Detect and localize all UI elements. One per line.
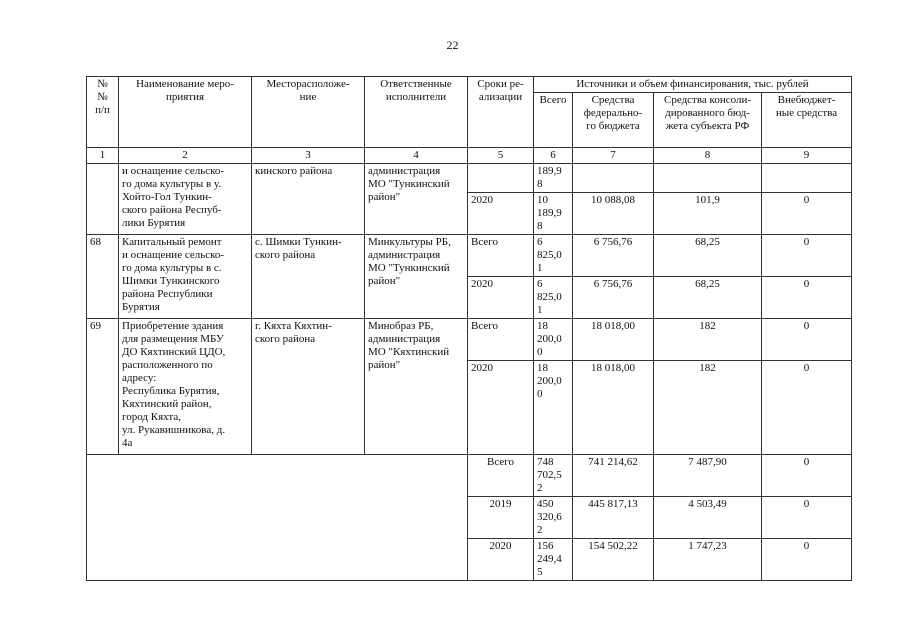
row-num: 68 [87, 235, 119, 319]
totals-federal: 154 502,22 [573, 539, 654, 581]
column-numbers-row [87, 148, 852, 164]
row-term: 2020 [468, 361, 534, 455]
row-executors: администрация МО "Тункинский район" [365, 164, 468, 235]
totals-extra: 0 [762, 455, 852, 497]
row-location: г. Кяхта Кяхтин- ского района [252, 319, 365, 455]
row-total: 189,9 8 [534, 164, 573, 193]
header-terms: Сроки ре- ализации [468, 77, 534, 148]
header-executors: Ответственные исполнители [365, 77, 468, 148]
totals-federal: 445 817,13 [573, 497, 654, 539]
financing-table [86, 76, 852, 581]
totals-term: 2020 [468, 539, 534, 581]
row-federal [573, 164, 654, 193]
col-number: 3 [252, 148, 365, 164]
col-number: 9 [762, 148, 852, 164]
totals-blank-cell [87, 455, 468, 581]
row-extra: 0 [762, 235, 852, 277]
col-number: 7 [573, 148, 654, 164]
header-num: № № п/п [87, 77, 119, 148]
totals-row [87, 455, 852, 497]
row-consolidated [654, 164, 762, 193]
table-row [87, 164, 852, 193]
row-extra: 0 [762, 361, 852, 455]
row-location: с. Шимки Тункин- ского района [252, 235, 365, 319]
totals-extra: 0 [762, 497, 852, 539]
row-federal: 6 756,76 [573, 277, 654, 319]
totals-consolidated: 7 487,90 [654, 455, 762, 497]
col-number: 8 [654, 148, 762, 164]
row-extra [762, 164, 852, 193]
header-total: Всего [534, 93, 573, 148]
row-consolidated: 68,25 [654, 235, 762, 277]
table-row [87, 319, 852, 361]
row-name: Приобретение здания для размещения МБУ ДО Кяхтинский ЦДО, расположенного по адресу: Республика Бурятия, Кяхтинский район, город Кяхта, ул. Рукавишникова, д. 4а [119, 319, 252, 455]
row-total: 18 200,0 0 [534, 361, 573, 455]
table-row [87, 235, 852, 277]
col-number: 5 [468, 148, 534, 164]
row-federal: 6 756,76 [573, 235, 654, 277]
totals-total: 156 249,4 5 [534, 539, 573, 581]
row-total: 10 189,9 8 [534, 193, 573, 235]
header-location: Месторасположе- ние [252, 77, 365, 148]
col-number: 1 [87, 148, 119, 164]
totals-consolidated: 1 747,23 [654, 539, 762, 581]
row-consolidated: 68,25 [654, 277, 762, 319]
header-name: Наименование меро- приятия [119, 77, 252, 148]
col-number: 2 [119, 148, 252, 164]
row-term: 2020 [468, 277, 534, 319]
row-federal: 18 018,00 [573, 319, 654, 361]
row-federal: 10 088,08 [573, 193, 654, 235]
row-consolidated: 182 [654, 361, 762, 455]
row-term: 2020 [468, 193, 534, 235]
header-consolidated: Средства консоли- дированного бюд- жета субъекта РФ [654, 93, 762, 148]
row-name: и оснащение сельско- го дома культуры в у. Хойто-Гол Тункин- ского района Респуб- лики Бурятия [119, 164, 252, 235]
header-extrabudget: Внебюджет- ные средства [762, 93, 852, 148]
row-num [87, 164, 119, 235]
totals-extra: 0 [762, 539, 852, 581]
col-number: 4 [365, 148, 468, 164]
page-number: 22 [446, 38, 459, 52]
header-federal: Средства федерально- го бюджета [573, 93, 654, 148]
row-total: 18 200,0 0 [534, 319, 573, 361]
totals-term: 2019 [468, 497, 534, 539]
row-term [468, 164, 534, 193]
row-location: кинского района [252, 164, 365, 235]
row-extra: 0 [762, 277, 852, 319]
totals-federal: 741 214,62 [573, 455, 654, 497]
totals-total: 450 320,6 2 [534, 497, 573, 539]
row-executors: Минкультуры РБ, администрация МО "Тункинский район" [365, 235, 468, 319]
row-executors: Минобраз РБ, администрация МО "Кяхтинский район" [365, 319, 468, 455]
row-extra: 0 [762, 319, 852, 361]
header-row [87, 77, 852, 93]
header-sources: Источники и объем финансирования, тыс. рублей [534, 77, 852, 93]
row-consolidated: 101,9 [654, 193, 762, 235]
totals-total: 748 702,5 2 [534, 455, 573, 497]
col-number: 6 [534, 148, 573, 164]
row-total: 6 825,0 1 [534, 277, 573, 319]
row-extra: 0 [762, 193, 852, 235]
totals-term: Всего [468, 455, 534, 497]
row-federal: 18 018,00 [573, 361, 654, 455]
row-consolidated: 182 [654, 319, 762, 361]
row-name: Капитальный ремонт и оснащение сельско- го дома культуры в с. Шимки Тункинского района Республики Бурятия [119, 235, 252, 319]
row-term: Всего [468, 319, 534, 361]
row-term: Всего [468, 235, 534, 277]
row-total: 6 825,0 1 [534, 235, 573, 277]
totals-consolidated: 4 503,49 [654, 497, 762, 539]
row-num: 69 [87, 319, 119, 455]
